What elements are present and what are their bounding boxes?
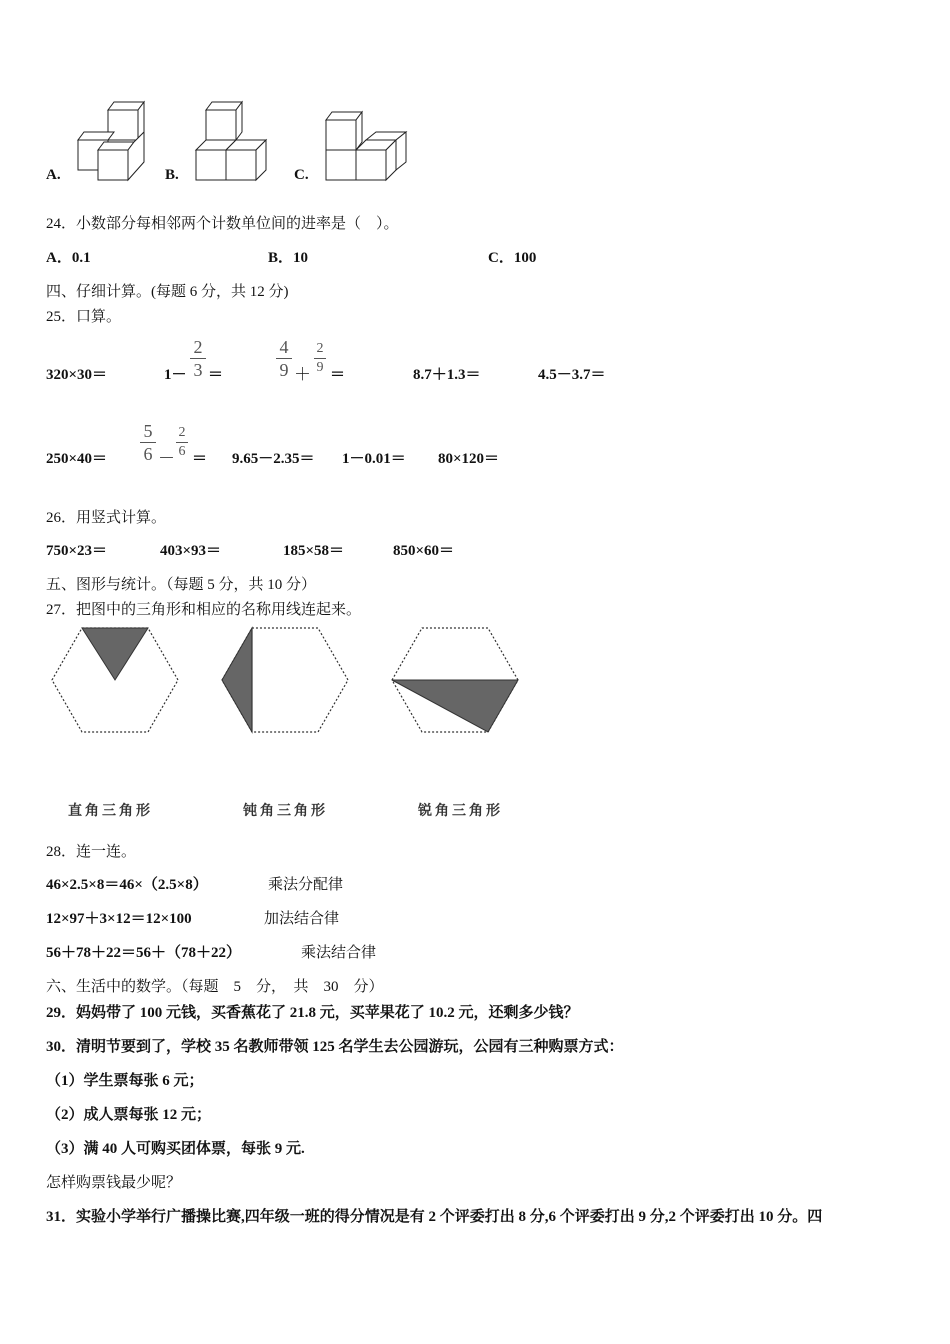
section5-title: 五、图形与统计。（每题 5 分，共 10 分） xyxy=(46,577,317,593)
denominator: 9 xyxy=(279,360,289,380)
q28-law-2: 加法结合律 xyxy=(264,911,340,927)
q25-r2-e3: 9.65－2.35＝ xyxy=(232,451,315,467)
q25-r1-e3-suffix: ＝ xyxy=(330,367,346,383)
q25-r1-e3-fraction-2 xyxy=(314,342,326,375)
q30-item-2: （2）成人票每张 12 元； xyxy=(46,1107,212,1123)
q26-expr-1: 750×23＝ xyxy=(46,543,108,559)
q25-r1-e2-suffix: ＝ xyxy=(208,367,224,383)
numerator: 4 xyxy=(279,337,289,357)
numerator: 5 xyxy=(143,421,153,441)
q25-r2-e2-op: － xyxy=(158,449,175,468)
q25-r2-e4: 1－0.01＝ xyxy=(342,451,406,467)
denominator: 9 xyxy=(316,360,324,375)
q25-r2-e2-suffix: ＝ xyxy=(192,451,208,467)
q28-expr-3: 56＋78＋22＝56＋（78＋22） xyxy=(46,945,242,961)
q31-text: 31．实验小学举行广播操比赛,四年级一班的得分情况是有 2 个评委打出 8 分,6 个评委打出 9 分,2 个评委打出 10 分。四 xyxy=(46,1209,823,1225)
numerator: 2 xyxy=(193,337,203,357)
numerator: 2 xyxy=(178,425,186,440)
q26-expr-3: 185×58＝ xyxy=(283,543,345,559)
numerator: 2 xyxy=(316,341,324,356)
cube-figure-c xyxy=(320,100,410,190)
label-obtuse-triangle: 钝角三角形 xyxy=(243,803,328,819)
q25-r1-e1: 320×30＝ xyxy=(46,367,108,383)
q25-r1-e2-prefix: 1－ xyxy=(164,367,187,383)
q25-title: 25．口算。 xyxy=(46,309,122,325)
q30-item-3: （3）满 40 人可购买团体票，每张 9 元. xyxy=(46,1141,305,1157)
denominator: 6 xyxy=(143,444,153,464)
denominator: 3 xyxy=(193,360,203,380)
label-acute-triangle: 锐角三角形 xyxy=(418,803,503,819)
cube-figure-b xyxy=(192,96,282,186)
q27-title: 27．把图中的三角形和相应的名称用线连起来。 xyxy=(46,602,362,618)
q25-r1-e5: 4.5－3.7＝ xyxy=(538,367,606,383)
cube-figure-a xyxy=(70,96,150,186)
q30-text: 30．清明节要到了，学校 35 名教师带领 125 名学生去公园游玩，公园有三种购票方式： xyxy=(46,1039,624,1055)
q25-r2-e2-fraction-2 xyxy=(176,426,188,459)
q28-title: 28．连一连。 xyxy=(46,844,137,860)
q28-law-3: 乘法结合律 xyxy=(301,945,377,961)
denominator: 6 xyxy=(178,444,186,459)
section6-title: 六、生活中的数学。（每题 5 分， 共 30 分） xyxy=(46,979,384,995)
label-right-triangle: 直角三角形 xyxy=(68,803,153,819)
q25-r1-e2-fraction xyxy=(190,338,206,379)
q24-option-b: B．10 xyxy=(268,250,309,266)
q26-expr-2: 403×93＝ xyxy=(160,543,222,559)
q24-option-a: A．0.1 xyxy=(46,250,91,266)
q30-question: 怎样购票钱最少呢？ xyxy=(46,1175,182,1191)
q25-r1-e4: 8.7＋1.3＝ xyxy=(413,367,481,383)
q25-r2-e2-fraction-1 xyxy=(140,422,156,463)
q26-title: 26．用竖式计算。 xyxy=(46,510,167,526)
section4-title: 四、仔细计算。(每题 6 分，共 12 分) xyxy=(46,284,289,300)
option-a-label: A. xyxy=(46,167,61,183)
q25-r2-e1: 250×40＝ xyxy=(46,451,108,467)
q28-expr-1: 46×2.5×8＝46×（2.5×8） xyxy=(46,877,208,893)
hexagon-right-triangle xyxy=(50,626,180,736)
q28-expr-2: 12×97＋3×12＝12×100 xyxy=(46,911,192,927)
q30-item-1: （1）学生票每张 6 元； xyxy=(46,1073,204,1089)
hexagon-acute-triangle xyxy=(390,626,520,736)
q28-law-1: 乘法分配律 xyxy=(268,877,344,893)
q25-r1-e3-op: ＋ xyxy=(294,365,311,384)
q26-expr-4: 850×60＝ xyxy=(393,543,455,559)
option-b-label: B. xyxy=(165,167,179,183)
hexagon-obtuse-triangle xyxy=(220,626,350,736)
q24-option-c: C．100 xyxy=(488,250,537,266)
q25-r1-e3-fraction-1 xyxy=(276,338,292,379)
option-c-label: C. xyxy=(294,167,309,183)
q25-r2-e5: 80×120＝ xyxy=(438,451,500,467)
q29-text: 29．妈妈带了 100 元钱，买香蕉花了 21.8 元，买苹果花了 10.2 元，还剩多少钱？ xyxy=(46,1005,579,1021)
q24-text: 24．小数部分每相邻两个计数单位间的进率是（ ）。 xyxy=(46,216,399,232)
